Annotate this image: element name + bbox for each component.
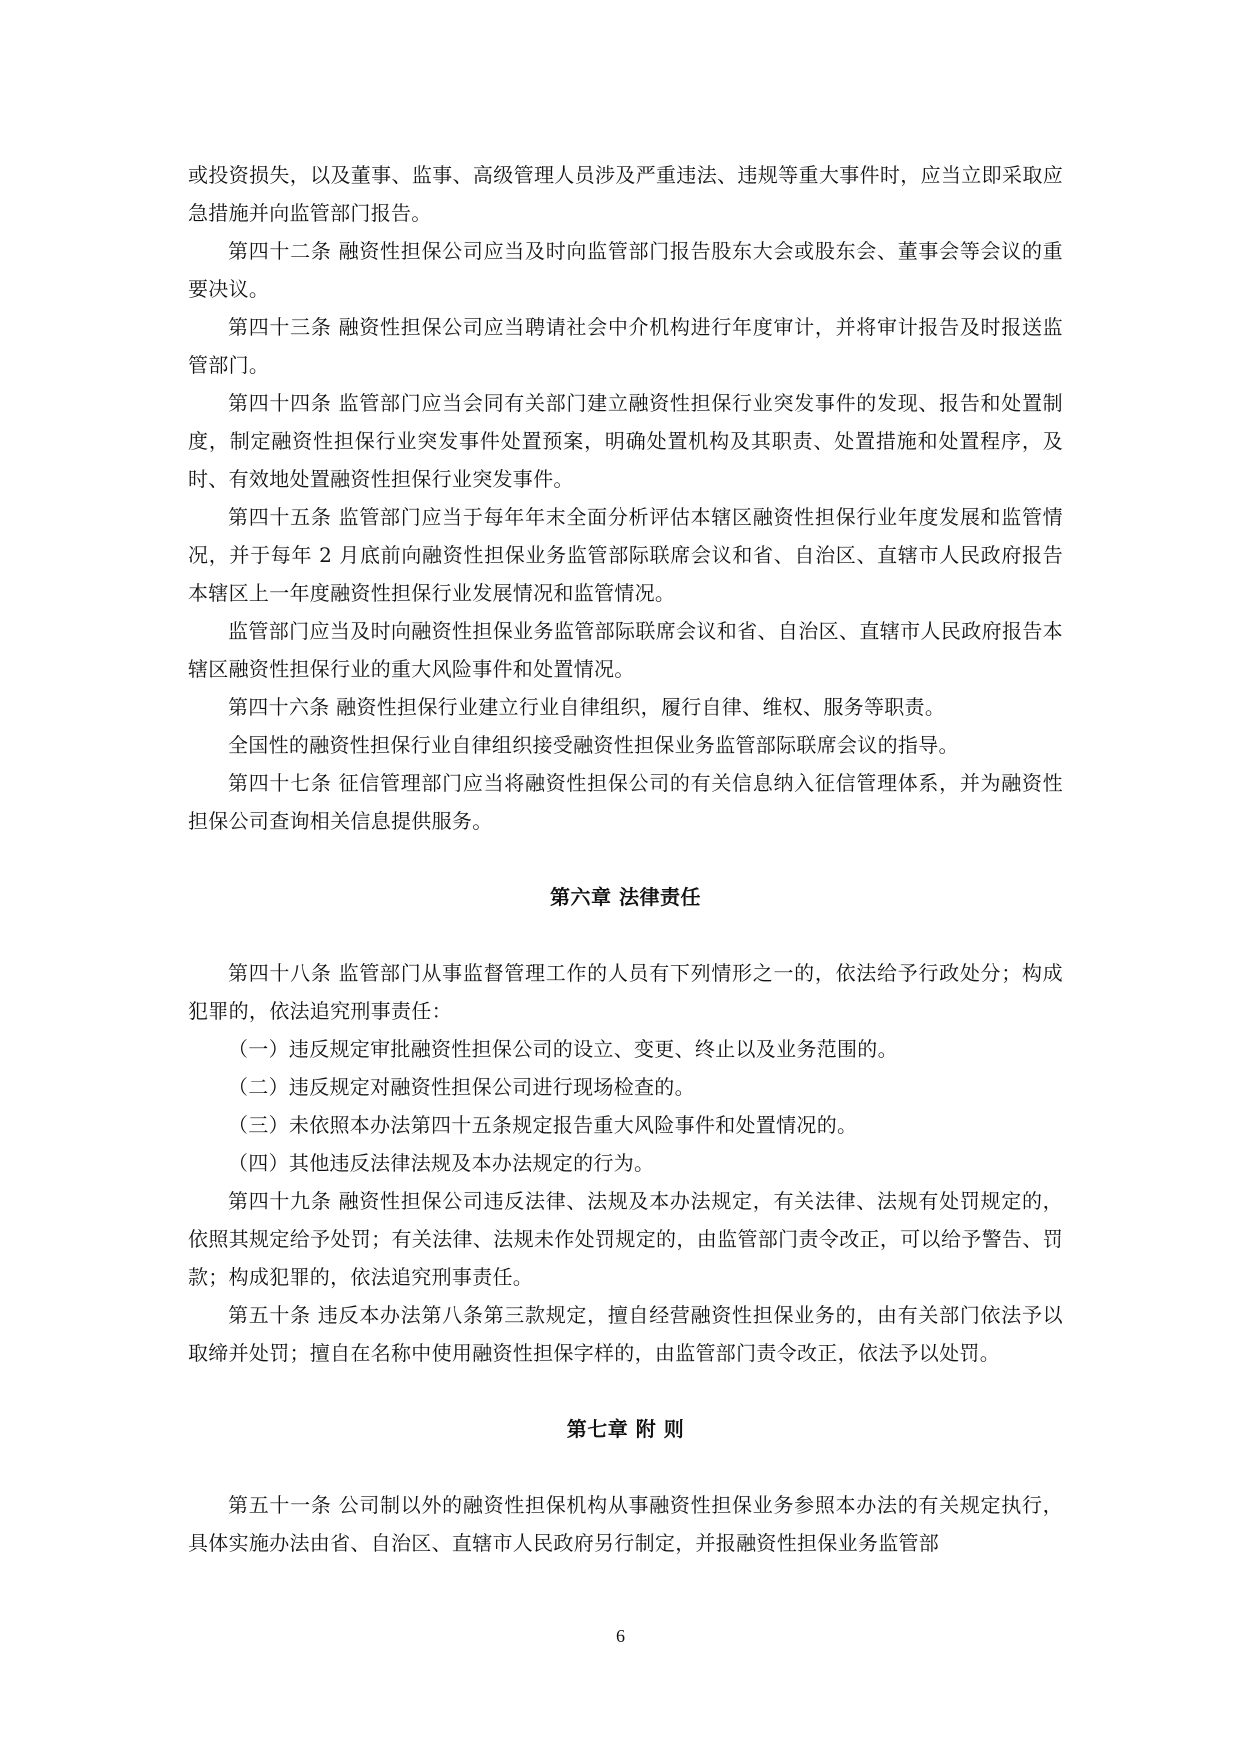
article-paragraph: 第五十条 违反本办法第八条第三款规定，擅自经营融资性担保业务的，由有关部门依法予以取缔并处罚；擅自在名称中使用融资性担保字样的，由监管部门责令改正，依法予以处罚。 bbox=[188, 1303, 1063, 1365]
article-paragraph: 第四十五条 监管部门应当于每年年末全面分析评估本辖区融资性担保行业年度发展和监管情况，并于每年 2 月底前向融资性担保业务监管部际联席会议和省、自治区、直辖市人民政府报告本辖区上一年度融资性担保行业发展情况和监管情况。 bbox=[188, 505, 1063, 605]
list-item: （四）其他违反法律法规及本办法规定的行为。 bbox=[228, 1151, 655, 1175]
list-item: （二）违反规定对融资性担保公司进行现场检查的。 bbox=[228, 1075, 695, 1099]
paragraph-continuation: 或投资损失，以及董事、监事、高级管理人员涉及严重违法、违规等重大事件时，应当立即采取应急措施并向监管部门报告。 bbox=[188, 163, 1063, 225]
spacer bbox=[188, 1372, 1063, 1410]
article-paragraph: 第四十六条 融资性担保行业建立行业自律组织，履行自律、维权、服务等职责。 bbox=[228, 695, 946, 719]
article-paragraph: 第四十九条 融资性担保公司违反法律、法规及本办法规定，有关法律、法规有处罚规定的，依照其规定给予处罚；有关法律、法规未作处罚规定的，由监管部门责令改正，可以给予警告、罚款；构成犯罪的，依法追究刑事责任。 bbox=[188, 1189, 1063, 1289]
article-paragraph: 第五十一条 公司制以外的融资性担保机构从事融资性担保业务参照本办法的有关规定执行，具体实施办法由省、自治区、直辖市人民政府另行制定，并报融资性担保业务监管部 bbox=[188, 1493, 1063, 1555]
chapter-heading-7: 第七章 附 则 bbox=[566, 1417, 685, 1441]
list-item: （三）未依照本办法第四十五条规定报告重大风险事件和处置情况的。 bbox=[228, 1113, 858, 1137]
article-paragraph: 第四十七条 征信管理部门应当将融资性担保公司的有关信息纳入征信管理体系，并为融资性担保公司查询相关信息提供服务。 bbox=[188, 771, 1063, 833]
spacer bbox=[188, 1448, 1063, 1486]
article-paragraph: 第四十二条 融资性担保公司应当及时向监管部门报告股东大会或股东会、董事会等会议的重要决议。 bbox=[188, 239, 1063, 301]
article-paragraph: 全国性的融资性担保行业自律组织接受融资性担保业务监管部际联席会议的指导。 bbox=[228, 733, 959, 757]
section-chapter5-tail bbox=[188, 156, 1063, 840]
spacer bbox=[188, 840, 1063, 878]
article-paragraph: 第四十四条 监管部门应当会同有关部门建立融资性担保行业突发事件的发现、报告和处置制度，制定融资性担保行业突发事件处置预案，明确处置机构及其职责、处置措施和处置程序，及时、有效地处置融资性担保行业突发事件。 bbox=[188, 391, 1063, 491]
article-paragraph: 监管部门应当及时向融资性担保业务监管部际联席会议和省、自治区、直辖市人民政府报告本辖区融资性担保行业的重大风险事件和处置情况。 bbox=[188, 619, 1063, 681]
article-paragraph: 第四十三条 融资性担保公司应当聘请社会中介机构进行年度审计，并将审计报告及时报送监管部门。 bbox=[188, 315, 1063, 377]
list-item: （一）违反规定审批融资性担保公司的设立、变更、终止以及业务范围的。 bbox=[228, 1037, 898, 1061]
section-chapter6 bbox=[188, 954, 1063, 1372]
article-paragraph: 第四十八条 监管部门从事监督管理工作的人员有下列情形之一的，依法给予行政处分；构成犯罪的，依法追究刑事责任： bbox=[188, 961, 1063, 1023]
chapter-heading-6: 第六章 法律责任 bbox=[550, 885, 701, 909]
document-page bbox=[188, 156, 1063, 1562]
section-chapter7 bbox=[188, 1486, 1063, 1562]
spacer bbox=[188, 916, 1063, 954]
page-number: 6 bbox=[616, 1626, 625, 1646]
